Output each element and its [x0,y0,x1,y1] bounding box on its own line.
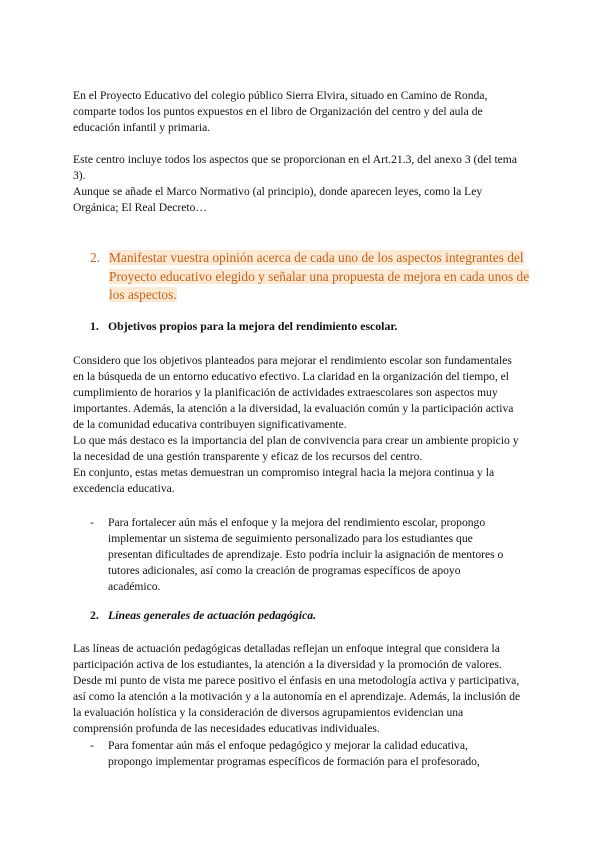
section-1-bullet [90,515,510,595]
bullet-dash: - [90,516,94,529]
intro-paragraph-1: En el Proyecto Educativo del colegio público Sierra Elvira, situado en Camino de Ronda, comparte todos los puntos expuestos en el libro de Organización del centro y del aula de educación infantil y primaria. [73,89,488,134]
question-2 [90,249,530,305]
section-1-body [73,353,525,497]
bullet-dash: - [90,739,94,752]
section-2-body [73,641,525,737]
section-2-heading [90,607,316,623]
section-1-number: 1. [90,319,99,333]
section-1-paragraph-1: Considero que los objetivos planteados para mejorar el rendimiento escolar son fundamentales en la búsqueda de un entorno educativo efectivo. La claridad en la organización del tiempo, el cumplimiento de horarios y la planificación de actividades extraescolares son aspectos muy importantes. Además, la atención a la diversidad, la evaluación común y la participación activa de la comunidad educativa contribuyen significativamente. [73,354,514,431]
section-1-heading [90,318,397,334]
section-2-title: Líneas generales de actuación pedagógica. [108,608,317,622]
intro-paragraph-2: Este centro incluye todos los aspectos que se proporcionan en el Art.21.3, del anexo 3 (del tema 3). [73,153,517,182]
section-1-bullet-text: Para fortalecer aún más el enfoque y la mejora del rendimiento escolar, propongo implementar un sistema de seguimiento personalizado para los estudiantes que presentan dificultades de aprendizaje. Esto podría incluir la asignación de mentores o tutores adicionales, así como la creación de programas específicos de apoyo académico. [108,516,504,593]
intro-block-2 [73,152,525,216]
section-1-paragraph-2: Lo que más destaco es la importancia del plan de convivencia para crear un ambiente propicio y la necesidad de una gestión transparente y eficaz de los recursos del centro. [73,434,519,463]
section-2-bullet-text: Para fomentar aún más el enfoque pedagógico y mejorar la calidad educativa, propongo implementar programas específicos de formación para el profesorado, [108,739,480,768]
intro-paragraph-3: Aunque se añade el Marco Normativo (al principio), donde aparecen leyes, como la Ley Orgánica; El Real Decreto… [73,185,483,214]
section-1-title: Objetivos propios para la mejora del rendimiento escolar. [108,319,398,333]
question-number: 2. [90,250,101,265]
section-2-bullet [90,738,510,770]
section-2-paragraph-1: Las líneas de actuación pedagógicas detalladas reflejan un enfoque integral que considera la participación activa de los estudiantes, la atención a la diversidad y la promoción de valores. Desde mi punto de vista me parece positivo el énfasis en una metodología activa y participativa, así como la atención a la motivación y a la autonomía en el aprendizaje. Además, la inclusión de la evaluación holística y la consideración de diversos agrupamientos evidencian una comprensión profunda de las necesidades educativas individuales. [73,642,521,735]
section-1-paragraph-3: En conjunto, estas metas demuestran un compromiso integral hacia la mejora continua y la excedencia educativa. [73,466,495,495]
question-text: Manifestar vuestra opinión acerca de cada uno de los aspectos integrantes del Proyecto educativo elegido y señalar una propuesta de mejora en cada unos de los aspectos. [109,250,530,303]
intro-block [73,88,525,136]
section-2-number: 2. [90,608,99,622]
